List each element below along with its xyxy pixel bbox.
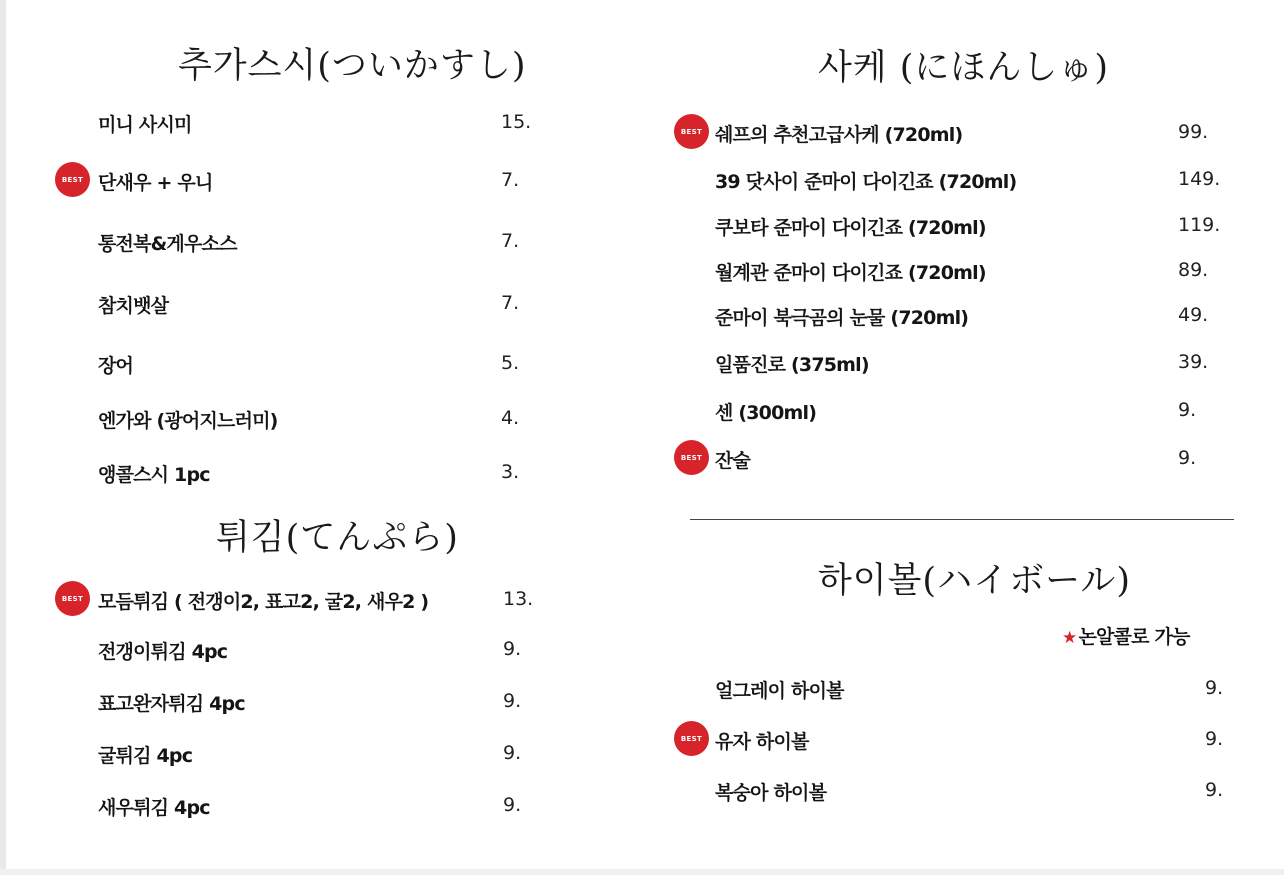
bottom-edge [0, 869, 1284, 875]
menu-item-name: 새우튀김 4pc [98, 797, 210, 819]
menu-item-price: 9. [1205, 779, 1224, 801]
best-badge-icon: BEST [55, 162, 90, 197]
menu-item-name: 준마이 북극곰의 눈물 (720ml) [715, 307, 969, 329]
extra-sushi-title: 추가스시(ついかすし) [178, 46, 527, 86]
menu-item-name: 굴튀김 4pc [98, 745, 193, 767]
menu-item-name: 39 닷사이 준마이 다이긴죠 (720ml) [715, 171, 1017, 193]
menu-item-price: 49. [1178, 304, 1209, 326]
star-icon: ★ [1062, 628, 1077, 648]
menu-item-name: 앵콜스시 1pc [98, 464, 210, 486]
menu-item-name: 표고완자튀김 4pc [98, 693, 245, 715]
menu-item-price: 9. [1178, 447, 1197, 469]
menu-item-price: 89. [1178, 259, 1209, 281]
menu-item-price: 9. [503, 638, 522, 660]
menu-item-name: 장어 [98, 355, 134, 377]
menu-item-price: 149. [1178, 168, 1221, 190]
menu-item-name: 참치뱃살 [98, 295, 169, 317]
menu-item-price: 13. [503, 588, 534, 610]
menu-item-name: 미니 사시미 [98, 114, 192, 136]
menu-item-name: 월계관 준마이 다이긴죠 (720ml) [715, 262, 986, 284]
menu-item-name: 얼그레이 하이볼 [715, 680, 844, 702]
menu-item-name: 전갱이튀김 4pc [98, 641, 228, 663]
non-alcoholic-note [1062, 622, 1190, 649]
left-edge [0, 0, 6, 875]
menu-item-name: 쉐프의 추천고급사케 (720ml) [715, 124, 963, 146]
menu-item-name: 복숭아 하이볼 [715, 782, 827, 804]
best-badge-icon: BEST [55, 581, 90, 616]
menu-item-price: 5. [501, 352, 520, 374]
menu-item-price: 9. [503, 794, 522, 816]
best-badge-icon: BEST [674, 721, 709, 756]
menu-item-price: 9. [503, 742, 522, 764]
menu-item-name: 일품진로 (375ml) [715, 354, 869, 376]
menu-item-price: 9. [1205, 677, 1224, 699]
menu-item-name: 단새우 + 우니 [98, 172, 213, 194]
best-badge-icon: BEST [674, 114, 709, 149]
menu-item-name: 센 (300ml) [715, 402, 817, 424]
menu-item-name: 쿠보타 준마이 다이긴죠 (720ml) [715, 217, 986, 239]
menu-item-name: 모듬튀김 ( 전갱이2, 표고2, 굴2, 새우2 ) [98, 591, 429, 613]
note-text: 논알콜로 가능 [1078, 626, 1190, 648]
menu-item-price: 7. [501, 292, 520, 314]
menu-item-price: 15. [501, 111, 532, 133]
menu-item-price: 4. [501, 407, 520, 429]
menu-item-name: 통전복&게우소스 [98, 233, 237, 255]
menu-item-price: 3. [501, 461, 520, 483]
section-divider [690, 519, 1234, 520]
menu-item-price: 9. [503, 690, 522, 712]
best-badge-icon: BEST [674, 440, 709, 475]
sake-title: 사케 (にほんしゅ) [818, 48, 1110, 88]
menu-item-price: 9. [1178, 399, 1197, 421]
menu-item-name: 엔가와 (광어지느러미) [98, 410, 278, 432]
tempura-title: 튀김(てんぷら) [216, 518, 459, 558]
menu-item-price: 7. [501, 169, 520, 191]
menu-item-name: 잔술 [715, 450, 751, 472]
menu-item-price: 39. [1178, 351, 1209, 373]
menu-item-price: 119. [1178, 214, 1221, 236]
highball-title: 하이볼(ハイボール) [818, 561, 1132, 601]
menu-item-price: 7. [501, 230, 520, 252]
menu-item-name: 유자 하이볼 [715, 731, 809, 753]
menu-item-price: 9. [1205, 728, 1224, 750]
menu-item-price: 99. [1178, 121, 1209, 143]
